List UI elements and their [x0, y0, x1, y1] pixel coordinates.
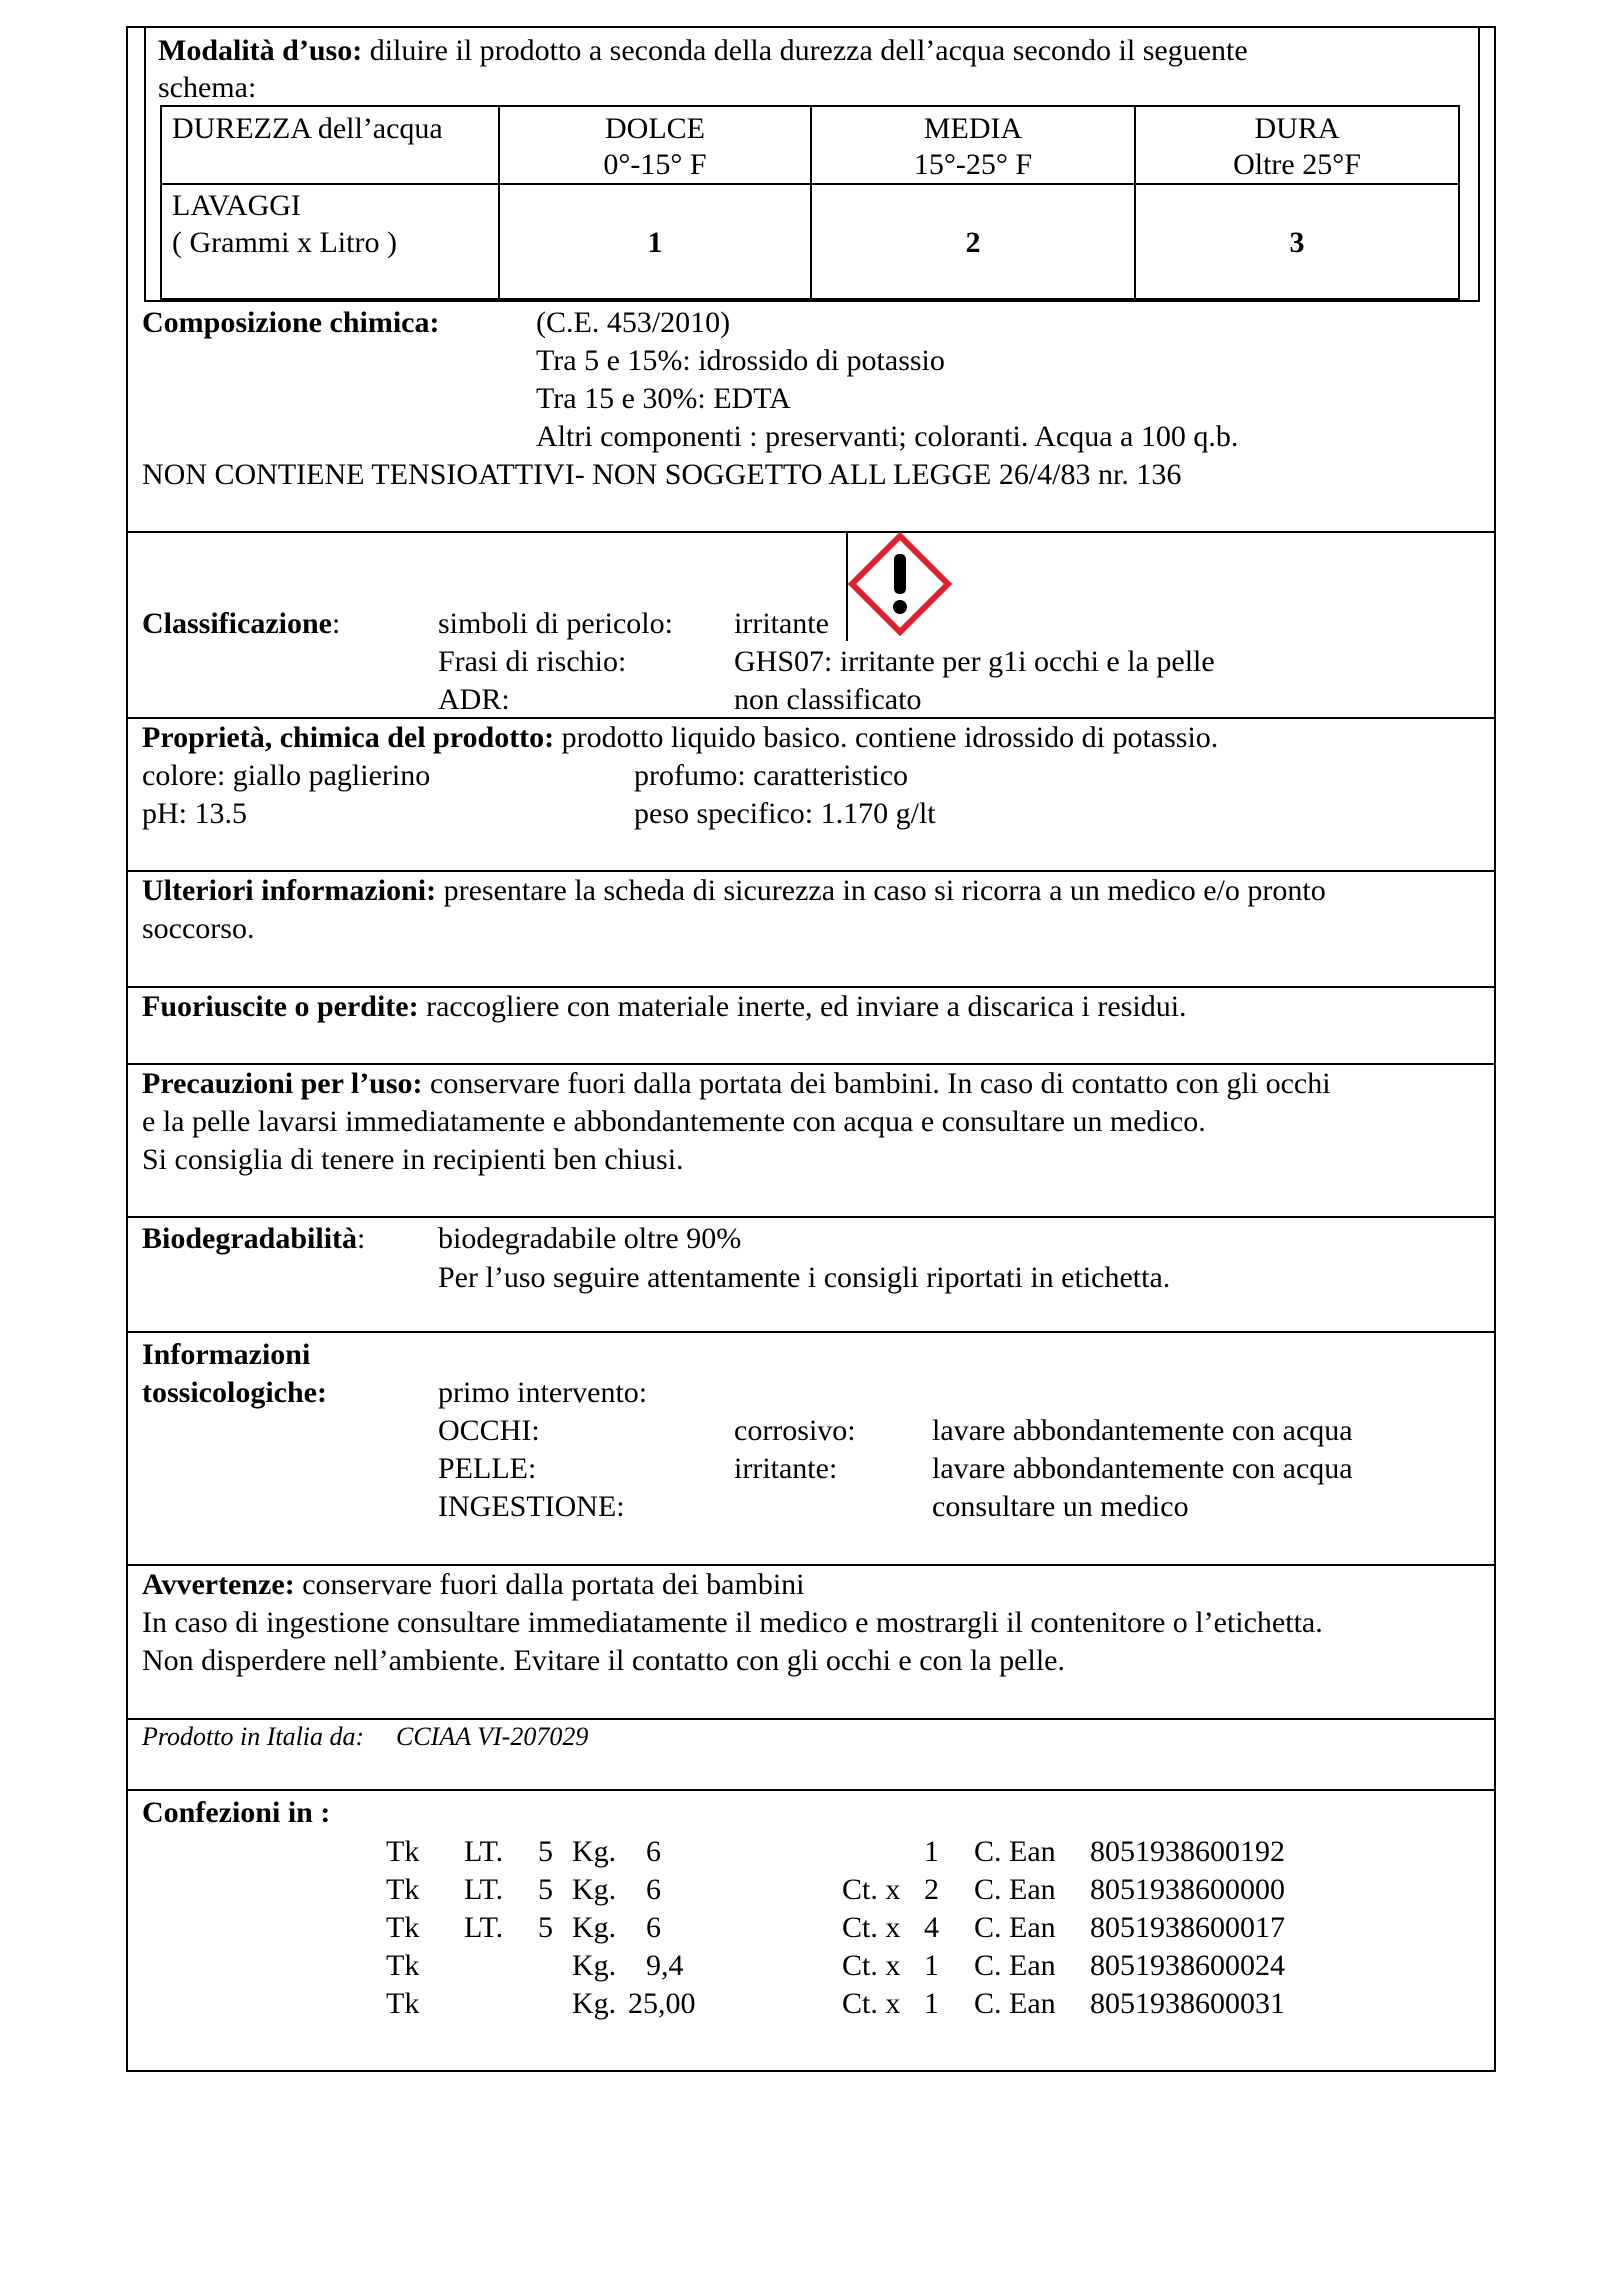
pack-row-0-lt-val: 5 — [538, 1835, 553, 1868]
pack-row-1-ean: 8051938600000 — [1090, 1873, 1285, 1906]
pack-row-3-ct: Ct. x — [842, 1949, 901, 1982]
table-col-media-range: 15°-25° F — [913, 148, 1033, 181]
precautions-line-2: e la pelle lavarsi immediatamente e abbondantemente con acqua e consultare un medico. — [142, 1105, 1206, 1138]
biodeg-label: Biodegradabilità — [142, 1222, 358, 1255]
tox-row-1-part: PELLE: — [438, 1452, 537, 1485]
table-value-dolce: 1 — [647, 226, 663, 259]
table-row2-label-2: ( Grammi x Litro ) — [172, 226, 397, 259]
warnings-line-3: Non disperdere nell’ambiente. Evitare il contatto con gli occhi e con la pelle. — [142, 1644, 1065, 1677]
pack-row-3-qty: 1 — [924, 1949, 939, 1982]
pack-row-1-kg: Kg. — [572, 1873, 617, 1906]
pack-row-0-lt: LT. — [464, 1835, 504, 1868]
pack-row-2-lt: LT. — [464, 1911, 504, 1944]
symbols-value: irritante — [734, 607, 829, 640]
pack-row-3-kg: Kg. — [572, 1949, 617, 1982]
divider-7 — [126, 1331, 1496, 1333]
table-value-media: 2 — [965, 226, 981, 259]
pack-row-0-qty: 1 — [924, 1835, 939, 1868]
pack-row-4-qty: 1 — [924, 1987, 939, 2020]
table-col-line-0 — [160, 105, 162, 300]
frame-bottom — [126, 2070, 1496, 2072]
table-col-dura-name: DURA — [1254, 112, 1340, 145]
divider-9 — [126, 1718, 1496, 1720]
properties-ph: pH: 13.5 — [142, 797, 247, 830]
pack-row-4-ean-label: C. Ean — [974, 1987, 1056, 2020]
pack-row-2-ean: 8051938600017 — [1090, 1911, 1285, 1944]
biodeg-line-1: biodegradabile oltre 90% — [438, 1222, 742, 1255]
composition-note: NON CONTIENE TENSIOATTIVI- NON SOGGETTO ALL LEGGE 26/4/83 nr. 136 — [142, 458, 1182, 491]
table-col-dolce-name: DOLCE — [605, 112, 705, 145]
usage-text: diluire il prodotto a seconda della durezza dell’acqua secondo il seguente — [369, 34, 1248, 67]
usage-label: Modalità d’uso: — [158, 34, 363, 67]
warnings-text: conservare fuori dalla portata dei bambini — [302, 1568, 805, 1601]
adr-value: non classificato — [734, 683, 922, 716]
tox-label-1: Informazioni — [142, 1338, 311, 1371]
table-col-line-4 — [1458, 105, 1460, 300]
spills-text: raccogliere con materiale inerte, ed inviare a discarica i residui. — [426, 990, 1187, 1023]
further-line-1 — [142, 876, 1326, 906]
pack-row-1-ean-label: C. Ean — [974, 1873, 1056, 1906]
composition-line-0: (C.E. 453/2010) — [536, 306, 731, 339]
composition-line-3: Altri componenti : preservanti; coloranti. Acqua a 100 q.b. — [536, 420, 1239, 453]
pack-row-2-qty: 4 — [924, 1911, 939, 1944]
precautions-text: conservare fuori dalla portata dei bambini. In caso di contatto con gli occhi — [430, 1067, 1331, 1100]
divider-10 — [126, 1789, 1496, 1791]
classification-label-line — [142, 609, 340, 639]
pack-row-1-tk: Tk — [386, 1873, 420, 1906]
divider-8 — [126, 1564, 1496, 1566]
frame-top — [126, 26, 1496, 28]
biodeg-label-line — [142, 1224, 365, 1254]
properties-label: Proprietà, chimica del prodotto: — [142, 721, 555, 754]
tox-label-2: tossicologiche: — [142, 1376, 327, 1409]
precautions-line-1 — [142, 1069, 1331, 1099]
tox-row-0-action: lavare abbondantemente con acqua — [932, 1414, 1353, 1447]
warnings-label: Avvertenze: — [142, 1568, 295, 1601]
composition-label: Composizione chimica: — [142, 306, 440, 339]
pack-row-0-ean: 8051938600192 — [1090, 1835, 1285, 1868]
properties-line-1 — [142, 723, 1218, 753]
frame-right — [1494, 26, 1496, 2072]
classification-label: Classificazione — [142, 607, 332, 640]
tox-row-1-type: irritante: — [734, 1452, 838, 1485]
pack-row-0-tk: Tk — [386, 1835, 420, 1868]
table-col-dolce-range: 0°-15° F — [603, 148, 707, 181]
ghs07-exclamation-icon — [848, 532, 952, 636]
classification-colon: : — [331, 607, 341, 640]
precautions-line-3: Si consiglia di tenere in recipienti ben chiusi. — [142, 1143, 684, 1176]
pack-row-2-ean-label: C. Ean — [974, 1911, 1056, 1944]
precautions-label: Precauzioni per l’uso: — [142, 1067, 423, 1100]
pack-row-1-qty: 2 — [924, 1873, 939, 1906]
biodeg-colon: : — [357, 1222, 366, 1255]
pack-row-3-kg-val: 9,4 — [646, 1949, 684, 1982]
table-row2-label-1: LAVAGGI — [172, 189, 301, 222]
properties-text: prodotto liquido basico. contiene idrossido di potassio. — [561, 721, 1219, 754]
usage-box-left — [144, 26, 146, 302]
properties-weight: peso specifico: 1.170 g/lt — [634, 797, 936, 830]
pack-row-4-ct: Ct. x — [842, 1987, 901, 2020]
adr-label: ADR: — [438, 683, 510, 716]
divider-2 — [126, 717, 1496, 719]
pack-row-2-lt-val: 5 — [538, 1911, 553, 1944]
tox-row-1-action: lavare abbondantemente con acqua — [932, 1452, 1353, 1485]
pack-row-4-kg-val: 25,00 — [628, 1987, 696, 2020]
packaging-label: Confezioni in : — [142, 1796, 331, 1829]
pack-row-2-kg: Kg. — [572, 1911, 617, 1944]
further-label: Ulteriori informazioni: — [142, 874, 437, 907]
properties-color: colore: giallo paglierino — [142, 759, 431, 792]
frame-left — [126, 26, 128, 2072]
usage-line-1 — [158, 36, 1248, 66]
table-col-media-name: MEDIA — [923, 112, 1023, 145]
warnings-line-1 — [142, 1570, 804, 1600]
tox-row-2-part: INGESTIONE: — [438, 1490, 625, 1523]
pack-row-2-tk: Tk — [386, 1911, 420, 1944]
usage-box-right — [1478, 26, 1480, 302]
symbols-label: simboli di pericolo: — [438, 607, 673, 640]
usage-box-bottom — [144, 300, 1480, 302]
spills-line — [142, 992, 1187, 1022]
divider-5 — [126, 1063, 1496, 1065]
pack-row-3-ean: 8051938600024 — [1090, 1949, 1285, 1982]
producer-text: Prodotto in Italia da: — [142, 1722, 365, 1751]
properties-perfume: profumo: caratteristico — [634, 759, 909, 792]
warnings-line-2: In caso di ingestione consultare immediatamente il medico e mostrargli il contenitore o l’etichetta. — [142, 1606, 1323, 1639]
pack-row-4-ean: 8051938600031 — [1090, 1987, 1285, 2020]
pack-row-3-ean-label: C. Ean — [974, 1949, 1056, 1982]
composition-line-1: Tra 5 e 15%: idrossido di potassio — [536, 344, 945, 377]
pack-row-1-ct: Ct. x — [842, 1873, 901, 1906]
tox-first-aid: primo intervento: — [438, 1376, 648, 1409]
composition-line-2: Tra 15 e 30%: EDTA — [536, 382, 791, 415]
pack-row-0-kg: Kg. — [572, 1835, 617, 1868]
pack-row-1-lt: LT. — [464, 1873, 504, 1906]
biodeg-line-2: Per l’uso seguire attentamente i consigli riportati in etichetta. — [438, 1261, 1171, 1294]
pack-row-0-ean-label: C. Ean — [974, 1835, 1056, 1868]
pack-row-1-lt-val: 5 — [538, 1873, 553, 1906]
risk-value: GHS07: irritante per g1i occhi e la pelle — [734, 645, 1215, 678]
divider-3 — [126, 870, 1496, 872]
pack-row-2-kg-val: 6 — [646, 1911, 661, 1944]
table-col-dura-range: Oltre 25°F — [1233, 148, 1361, 181]
risk-label: Frasi di rischio: — [438, 645, 627, 678]
tox-row-0-part: OCCHI: — [438, 1414, 540, 1447]
table-row1-label: DUREZZA dell’acqua — [172, 112, 443, 145]
spills-label: Fuoriuscite o perdite: — [142, 990, 419, 1023]
producer-code: CCIAA VI-207029 — [396, 1722, 589, 1751]
pack-row-3-tk: Tk — [386, 1949, 420, 1982]
table-value-dura: 3 — [1289, 226, 1305, 259]
divider-6 — [126, 1216, 1496, 1218]
further-text: presentare la scheda di sicurezza in caso si ricorra a un medico e/o pronto — [443, 874, 1326, 907]
usage-line-2: schema: — [158, 71, 257, 104]
divider-1 — [126, 531, 1496, 533]
pack-row-0-kg-val: 6 — [646, 1835, 661, 1868]
pack-row-4-kg: Kg. — [572, 1987, 617, 2020]
pack-row-1-kg-val: 6 — [646, 1873, 661, 1906]
tox-row-0-type: corrosivo: — [734, 1414, 856, 1447]
pack-row-2-ct: Ct. x — [842, 1911, 901, 1944]
divider-4 — [126, 986, 1496, 988]
pack-row-4-tk: Tk — [386, 1987, 420, 2020]
further-line-2: soccorso. — [142, 912, 255, 945]
tox-row-2-action: consultare un medico — [932, 1490, 1189, 1523]
